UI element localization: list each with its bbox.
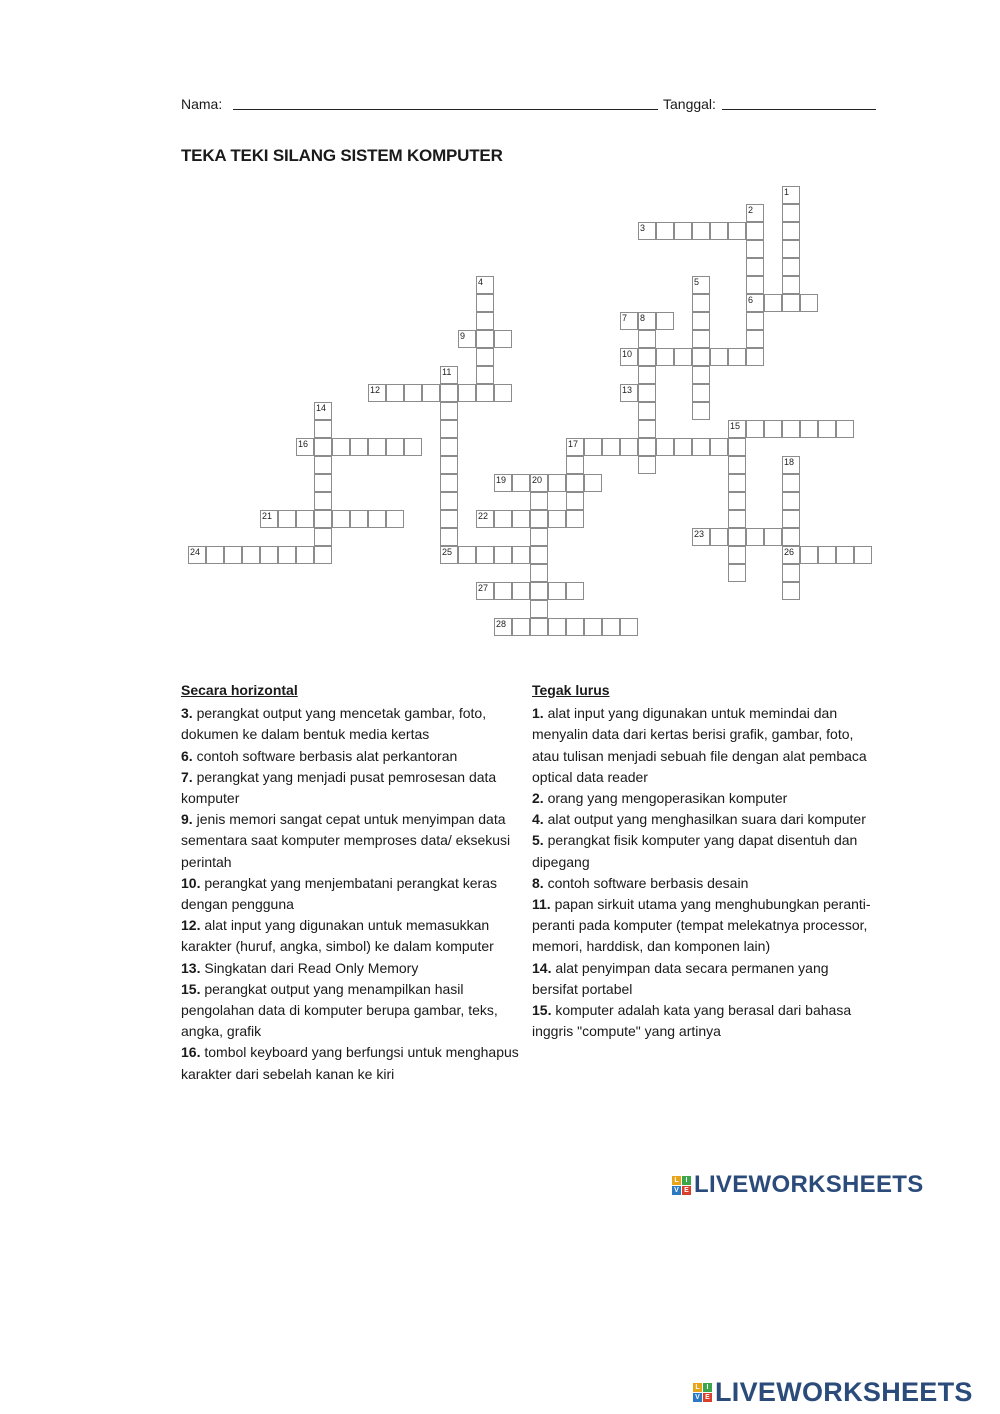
crossword-cell[interactable] <box>314 528 332 546</box>
crossword-cell[interactable] <box>746 528 764 546</box>
crossword-cell[interactable] <box>494 582 512 600</box>
down-clue <box>532 830 877 872</box>
clue-number: 5. <box>532 832 544 849</box>
clue-number-label: 17 <box>568 439 579 449</box>
clue-number-label: 24 <box>190 547 201 557</box>
across-clue <box>181 746 526 767</box>
across-clue <box>181 1042 526 1084</box>
crossword-cell[interactable] <box>710 348 728 366</box>
clue-text: perangkat output yang mencetak gambar, foto, dokumen ke dalam bentuk media kertas <box>181 705 487 743</box>
crossword-cell[interactable] <box>350 438 368 456</box>
clue-number: 6. <box>181 747 193 764</box>
crossword-cell[interactable] <box>818 546 836 564</box>
clue-number-label: 20 <box>532 475 543 485</box>
crossword-cell[interactable] <box>224 546 242 564</box>
down-clue <box>532 788 877 809</box>
crossword-cell[interactable] <box>314 546 332 564</box>
clue-number-label: 3 <box>640 223 646 233</box>
crossword-cell[interactable] <box>566 492 584 510</box>
crossword-cell[interactable] <box>656 222 674 240</box>
clue-number-label: 25 <box>442 547 453 557</box>
crossword-cell[interactable] <box>728 564 746 582</box>
clue-number-label: 10 <box>622 349 633 359</box>
footer-logo-text: LIVEWORKSHEETS <box>715 1377 973 1407</box>
clue-text: papan sirkuit utama yang menghubungkan peranti-peranti pada komputer (tempat melekatnya processor, memori, harddisk, dan komponen lain) <box>532 896 871 955</box>
clue-text: perangkat output yang menampilkan hasil pengolahan data di komputer berupa gambar, teks, angka, grafik <box>181 980 498 1040</box>
crossword-cell[interactable] <box>440 492 458 510</box>
crossword-cell[interactable] <box>530 600 548 618</box>
crossword-cell[interactable] <box>656 348 674 366</box>
crossword-cell[interactable] <box>314 492 332 510</box>
crossword-cell[interactable] <box>530 582 548 600</box>
crossword-cell[interactable] <box>746 258 764 276</box>
crossword-cell[interactable] <box>440 528 458 546</box>
crossword-cell[interactable] <box>458 384 476 402</box>
crossword-cell[interactable] <box>584 474 602 492</box>
down-clue <box>532 809 877 830</box>
clue-number: 8. <box>532 874 544 891</box>
date-label: Tanggal: <box>663 96 716 112</box>
crossword-cell[interactable] <box>638 384 656 402</box>
crossword-cell[interactable] <box>638 366 656 384</box>
liveworksheets-footer-mark-icon <box>693 1383 712 1402</box>
crossword-cell[interactable] <box>584 618 602 636</box>
crossword-cell[interactable] <box>692 294 710 312</box>
down-heading: Tegak lurus <box>532 682 610 698</box>
clue-number: 14. <box>532 959 552 976</box>
crossword-cell[interactable] <box>368 510 386 528</box>
crossword-cell[interactable] <box>566 474 584 492</box>
clue-number-label: 2 <box>748 205 754 215</box>
crossword-cell[interactable] <box>458 546 476 564</box>
crossword-cell[interactable] <box>692 402 710 420</box>
crossword-cell[interactable] <box>692 348 710 366</box>
crossword-cell[interactable] <box>530 492 548 510</box>
crossword-cell[interactable] <box>638 438 656 456</box>
page-title: TEKA TEKI SILANG SISTEM KOMPUTER <box>181 146 503 165</box>
crossword-cell[interactable] <box>692 330 710 348</box>
down-clue <box>532 1000 877 1042</box>
crossword-cell[interactable] <box>674 222 692 240</box>
crossword-cell[interactable] <box>818 420 836 438</box>
clue-number-label: 18 <box>784 457 795 467</box>
down-clue <box>532 894 877 958</box>
crossword-cell[interactable] <box>278 510 296 528</box>
clue-number-label: 6 <box>748 295 754 305</box>
crossword-cell[interactable] <box>530 564 548 582</box>
crossword-cell[interactable] <box>782 420 800 438</box>
crossword-cell[interactable] <box>746 312 764 330</box>
name-label: Nama: <box>181 96 223 112</box>
across-clue-list <box>181 703 526 1085</box>
clue-number-label: 27 <box>478 583 489 593</box>
crossword-cell[interactable] <box>566 510 584 528</box>
crossword-grid <box>0 0 1000 660</box>
clue-number: 16. <box>181 1044 201 1061</box>
across-clues <box>181 680 526 1085</box>
crossword-cell[interactable] <box>728 546 746 564</box>
crossword-cell[interactable] <box>782 222 800 240</box>
crossword-cell[interactable] <box>692 222 710 240</box>
crossword-cell[interactable] <box>494 546 512 564</box>
crossword-cell[interactable] <box>314 420 332 438</box>
crossword-cell[interactable] <box>764 528 782 546</box>
clue-number-label: 7 <box>622 313 628 323</box>
mark-letter-l: L <box>693 1383 702 1392</box>
crossword-cell[interactable] <box>746 420 764 438</box>
across-clue <box>181 958 526 979</box>
clue-text: orang yang mengoperasikan komputer <box>543 790 788 807</box>
crossword-cell[interactable] <box>692 384 710 402</box>
crossword-cell[interactable] <box>566 582 584 600</box>
clue-number: 10. <box>181 874 201 891</box>
crossword-cell[interactable] <box>368 438 386 456</box>
across-clue <box>181 873 526 915</box>
crossword-cell[interactable] <box>332 510 350 528</box>
crossword-cell[interactable] <box>728 222 746 240</box>
crossword-cell[interactable] <box>314 474 332 492</box>
crossword-cell[interactable] <box>674 348 692 366</box>
crossword-cell[interactable] <box>278 546 296 564</box>
crossword-cell[interactable] <box>548 618 566 636</box>
crossword-cell[interactable] <box>296 510 314 528</box>
crossword-cell[interactable] <box>638 348 656 366</box>
clue-number-label: 12 <box>370 385 381 395</box>
crossword-cell[interactable] <box>782 510 800 528</box>
clue-number: 15. <box>181 980 201 997</box>
crossword-cell[interactable] <box>728 510 746 528</box>
clue-number-label: 4 <box>478 277 484 287</box>
crossword-cell[interactable] <box>530 546 548 564</box>
clue-number-label: 23 <box>694 529 705 539</box>
clue-number-label: 22 <box>478 511 489 521</box>
clue-number-label: 13 <box>622 385 633 395</box>
clue-number-label: 9 <box>460 331 466 341</box>
crossword-cell[interactable] <box>656 312 674 330</box>
crossword-cell[interactable] <box>746 222 764 240</box>
crossword-cell[interactable] <box>620 438 638 456</box>
crossword-cell[interactable] <box>782 204 800 222</box>
crossword-cell[interactable] <box>638 402 656 420</box>
across-clue <box>181 979 526 1043</box>
crossword-cell[interactable] <box>764 420 782 438</box>
down-clue <box>532 703 877 788</box>
crossword-cell[interactable] <box>566 456 584 474</box>
crossword-cell[interactable] <box>782 240 800 258</box>
crossword-cell[interactable] <box>674 438 692 456</box>
crossword-cell[interactable] <box>476 546 494 564</box>
across-clue <box>181 809 526 873</box>
crossword-cell[interactable] <box>314 456 332 474</box>
clue-number: 15. <box>532 1002 552 1019</box>
clue-number: 1. <box>532 705 544 722</box>
crossword-cell[interactable] <box>692 438 710 456</box>
crossword-cell[interactable] <box>476 348 494 366</box>
clue-text: perangkat fisik komputer yang dapat disentuh dan dipegang <box>532 832 858 870</box>
crossword-cell[interactable] <box>386 510 404 528</box>
crossword-cell[interactable] <box>854 546 872 564</box>
clue-number: 2. <box>532 790 544 807</box>
clue-number-label: 14 <box>316 403 327 413</box>
crossword-cell[interactable] <box>602 438 620 456</box>
crossword-cell[interactable] <box>656 438 674 456</box>
mark-letter-e: E <box>703 1393 712 1402</box>
mark-letter-v: V <box>693 1393 702 1402</box>
crossword-cell[interactable] <box>296 546 314 564</box>
clue-number-label: 28 <box>496 619 507 629</box>
crossword-cell[interactable] <box>386 438 404 456</box>
crossword-cell[interactable] <box>476 312 494 330</box>
across-clue <box>181 915 526 957</box>
clue-text: contoh software berbasis desain <box>543 874 749 891</box>
crossword-cell[interactable] <box>332 438 350 456</box>
clue-number: 13. <box>181 959 201 976</box>
crossword-cell[interactable] <box>692 312 710 330</box>
clue-number-label: 19 <box>496 475 507 485</box>
clue-text: alat input yang digunakan untuk memindai dan menyalin data dari kertas berisi grafik, gambar, foto, atau tulisan menjadi sebuah file dengan alat pembaca optical data reader <box>532 705 867 785</box>
clue-text: perangkat yang menjadi pusat pemrosesan data komputer <box>181 768 497 807</box>
crossword-cell[interactable] <box>512 618 530 636</box>
clue-number: 7. <box>181 768 193 785</box>
crossword-cell[interactable] <box>530 528 548 546</box>
clue-number: 3. <box>181 705 193 722</box>
clue-text: jenis memori sangat cepat untuk menyimpan data sementara saat komputer memproses data/ eksekusi perintah <box>181 811 511 870</box>
crossword-cell[interactable] <box>584 438 602 456</box>
crossword-cell[interactable] <box>548 474 566 492</box>
crossword-cell[interactable] <box>530 618 548 636</box>
crossword-cell[interactable] <box>782 258 800 276</box>
crossword-cell[interactable] <box>494 384 512 402</box>
crossword-cell[interactable] <box>476 366 494 384</box>
liveworksheets-logo <box>672 1171 924 1199</box>
liveworksheets-mark-icon <box>672 1176 691 1195</box>
crossword-cell[interactable] <box>314 510 332 528</box>
crossword-cell[interactable] <box>512 582 530 600</box>
crossword-cell[interactable] <box>602 618 620 636</box>
clue-text: Singkatan dari Read Only Memory <box>200 959 419 976</box>
crossword-cell[interactable] <box>746 348 764 366</box>
crossword-cell[interactable] <box>512 510 530 528</box>
crossword-cell[interactable] <box>710 222 728 240</box>
crossword-cell[interactable] <box>440 420 458 438</box>
crossword-cell[interactable] <box>800 294 818 312</box>
crossword-cell[interactable] <box>242 546 260 564</box>
crossword-cell[interactable] <box>800 420 818 438</box>
clue-number-label: 5 <box>694 277 700 287</box>
crossword-cell[interactable] <box>728 438 746 456</box>
crossword-cell[interactable] <box>440 474 458 492</box>
crossword-cell[interactable] <box>782 582 800 600</box>
clue-number-label: 1 <box>784 187 790 197</box>
clue-number: 9. <box>181 811 193 828</box>
crossword-cell[interactable] <box>440 510 458 528</box>
across-clue <box>181 767 526 809</box>
crossword-cell[interactable] <box>350 510 368 528</box>
across-clue <box>181 703 526 745</box>
crossword-cell[interactable] <box>512 474 530 492</box>
crossword-cell[interactable] <box>512 546 530 564</box>
crossword-cell[interactable] <box>476 330 494 348</box>
crossword-cell[interactable] <box>782 474 800 492</box>
mark-letter-i: I <box>682 1176 691 1185</box>
crossword-cell[interactable] <box>710 438 728 456</box>
crossword-cell[interactable] <box>746 330 764 348</box>
crossword-cell[interactable] <box>548 510 566 528</box>
clue-number-label: 11 <box>442 367 452 377</box>
clue-number: 11. <box>532 896 551 913</box>
crossword-cell[interactable] <box>620 618 638 636</box>
crossword-cell[interactable] <box>728 492 746 510</box>
crossword-cell[interactable] <box>476 384 494 402</box>
crossword-cell[interactable] <box>782 294 800 312</box>
crossword-cell[interactable] <box>260 546 278 564</box>
crossword-cell[interactable] <box>764 294 782 312</box>
crossword-cell[interactable] <box>638 330 656 348</box>
crossword-cell[interactable] <box>494 510 512 528</box>
crossword-cell[interactable] <box>494 330 512 348</box>
crossword-cell[interactable] <box>782 492 800 510</box>
clue-text: perangkat yang menjembatani perangkat keras dengan pengguna <box>181 874 497 913</box>
crossword-cell[interactable] <box>440 456 458 474</box>
crossword-cell[interactable] <box>530 510 548 528</box>
clue-number: 12. <box>181 917 201 934</box>
crossword-cell[interactable] <box>728 474 746 492</box>
clue-number: 4. <box>532 811 544 828</box>
crossword-cell[interactable] <box>638 456 656 474</box>
clue-text: contoh software berbasis alat perkantoran <box>192 747 458 764</box>
crossword-cell[interactable] <box>746 240 764 258</box>
crossword-cell[interactable] <box>206 546 224 564</box>
crossword-cell[interactable] <box>440 438 458 456</box>
crossword-cell[interactable] <box>836 546 854 564</box>
crossword-cell[interactable] <box>314 438 332 456</box>
crossword-cell[interactable] <box>638 420 656 438</box>
crossword-cell[interactable] <box>440 402 458 420</box>
crossword-cell[interactable] <box>422 384 440 402</box>
crossword-cell[interactable] <box>476 294 494 312</box>
down-clues <box>532 680 877 1042</box>
across-heading: Secara horizontal <box>181 682 298 698</box>
crossword-cell[interactable] <box>404 438 422 456</box>
mark-letter-i: I <box>703 1383 712 1392</box>
down-clue <box>532 873 877 894</box>
clue-text: alat penyimpan data secara permanen yang bersifat portabel <box>532 959 829 997</box>
crossword-cell[interactable] <box>566 618 584 636</box>
crossword-cell[interactable] <box>728 528 746 546</box>
down-clue-list <box>532 703 877 1042</box>
clue-number-label: 26 <box>784 547 795 557</box>
crossword-cell[interactable] <box>782 276 800 294</box>
mark-letter-e: E <box>682 1186 691 1195</box>
crossword-cell[interactable] <box>782 528 800 546</box>
clue-number-label: 15 <box>730 421 741 431</box>
clue-text: komputer adalah kata yang berasal dari bahasa inggris "compute" yang artinya <box>532 1002 852 1040</box>
crossword-cell[interactable] <box>440 384 458 402</box>
crossword-cell[interactable] <box>746 276 764 294</box>
clue-number-label: 8 <box>640 313 646 323</box>
clue-text: alat output yang menghasilkan suara dari komputer <box>543 811 866 828</box>
crossword-cell[interactable] <box>728 456 746 474</box>
crossword-cell[interactable] <box>782 564 800 582</box>
logo-text: LIVEWORKSHEETS <box>694 1171 924 1198</box>
crossword-cell[interactable] <box>692 366 710 384</box>
crossword-cell[interactable] <box>728 348 746 366</box>
mark-letter-l: L <box>672 1176 681 1185</box>
crossword-cell[interactable] <box>404 384 422 402</box>
clue-text: tombol keyboard yang berfungsi untuk menghapus karakter dari sebelah kanan ke kiri <box>181 1044 519 1082</box>
down-clue <box>532 958 877 1000</box>
clue-number-label: 16 <box>298 439 309 449</box>
clue-text: alat input yang digunakan untuk memasukkan karakter (huruf, angka, simbol) ke dalam komputer <box>181 917 494 955</box>
crossword-cell[interactable] <box>548 582 566 600</box>
crossword-cell[interactable] <box>800 546 818 564</box>
crossword-cell[interactable] <box>710 528 728 546</box>
mark-letter-v: V <box>672 1186 681 1195</box>
clue-number-label: 21 <box>262 511 273 521</box>
crossword-cell[interactable] <box>386 384 404 402</box>
crossword-cell[interactable] <box>836 420 854 438</box>
liveworksheets-footer-logo <box>693 1377 973 1408</box>
